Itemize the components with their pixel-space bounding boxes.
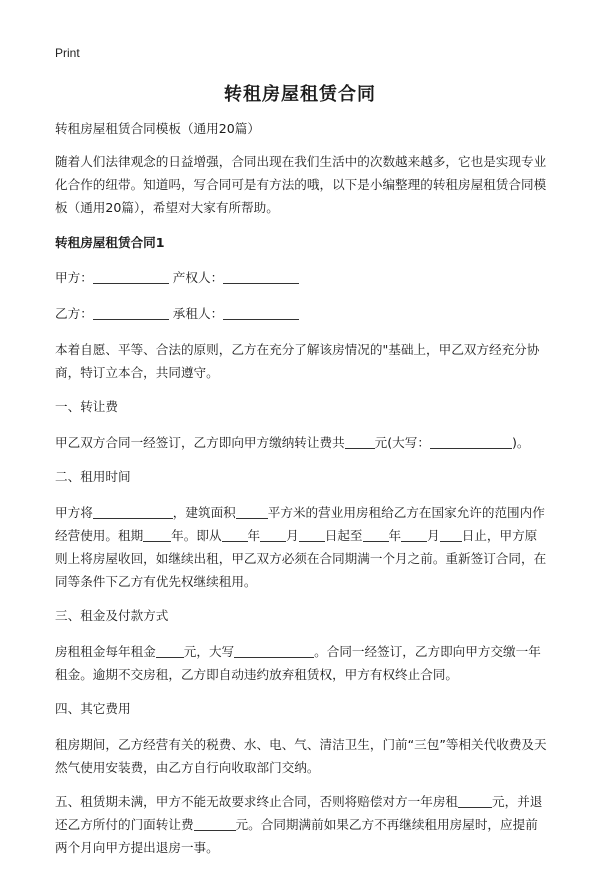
clause-3-heading: 三、租金及付款方式 <box>55 608 169 623</box>
premises-blank <box>93 504 173 519</box>
rent-blank <box>156 643 184 658</box>
document-subtitle: 转租房屋租赁合同模板（通用20篇） <box>55 121 260 136</box>
party-a-label: 甲方： <box>55 270 93 285</box>
clause-1-heading: 一、转让费 <box>55 399 118 414</box>
document-title: 转租房屋租赁合同 <box>224 84 376 105</box>
intro-paragraph: 随着人们法律观念的日益增强，合同出现在我们生活中的次数越来越多，它也是实现专业化合作的纽带。知道吗，写合同可是有方法的哦，以下是小编整理的转租房屋租赁合同模板（通用20篇），希望对大家有所帮助。 <box>55 154 547 215</box>
clause-4-text: 租房期间，乙方经营有关的税费、水、电、气、清洁卫生，门前“三包”等相关代收费及天然气使用安装费，由乙方自行向收取部门交纳。 <box>55 737 547 775</box>
owner-blank <box>223 269 299 284</box>
party-b-label: 乙方： <box>55 306 93 321</box>
tenant-blank <box>223 305 299 320</box>
document-body <box>55 117 548 870</box>
party-a-blank <box>93 269 169 284</box>
clause-2-heading: 二、租用时间 <box>55 469 131 484</box>
term-blank <box>143 527 171 542</box>
rent-words-blank <box>234 643 314 658</box>
clause-4-heading: 四、其它费用 <box>55 701 131 716</box>
clause-3-text: 房租租金每年租金 元，大写 。合同一经签订，乙方即向甲方交缴一年租金。逾期不交房租，乙方即自动违约放弃租赁权，甲方有权终止合同。 <box>55 644 541 682</box>
print-label[interactable]: Print <box>55 46 80 60</box>
party-a-row <box>55 266 548 289</box>
section-title: 转租房屋租赁合同1 <box>55 235 165 250</box>
clause-2-text: 甲方将 ，建筑面积 平方米的营业用房租给乙方在国家允许的范围内作经营使用。租期 年。即从 年 月 日起至 年 月 日止，甲方原则上将房屋收回，如继续出租，甲乙双方必须在合同期满一个月之前。重新签订合同，在同等条件下乙方有优先权继续租用。 <box>55 505 547 589</box>
fee-blank <box>345 434 375 449</box>
refund-blank <box>194 816 236 831</box>
penalty-blank <box>458 793 492 808</box>
clause-1-text: 甲乙双方合同一经签订，乙方即向甲方缴纳转让费共 元(大写： )。 <box>55 435 530 450</box>
area-blank <box>236 504 268 519</box>
tenant-label: 承租人： <box>172 306 224 321</box>
fee-words-blank <box>430 434 512 449</box>
party-b-row <box>55 302 548 325</box>
principle-paragraph: 本着自愿、平等、合法的原则，乙方在充分了解该房情况的"基础上，甲乙双方经充分协商，特订立本合，共同遵守。 <box>55 342 540 380</box>
clause-5-text: 五、租赁期未满，甲方不能无故要求终止合同，否则将赔偿对方一年房租 元，并退还乙方所付的门面转让费 元。合同期满前如果乙方不再继续租用房屋时，应提前两个月向甲方提出退房一事。 <box>55 794 543 855</box>
party-b-blank <box>93 305 169 320</box>
owner-label: 产权人： <box>172 270 224 285</box>
